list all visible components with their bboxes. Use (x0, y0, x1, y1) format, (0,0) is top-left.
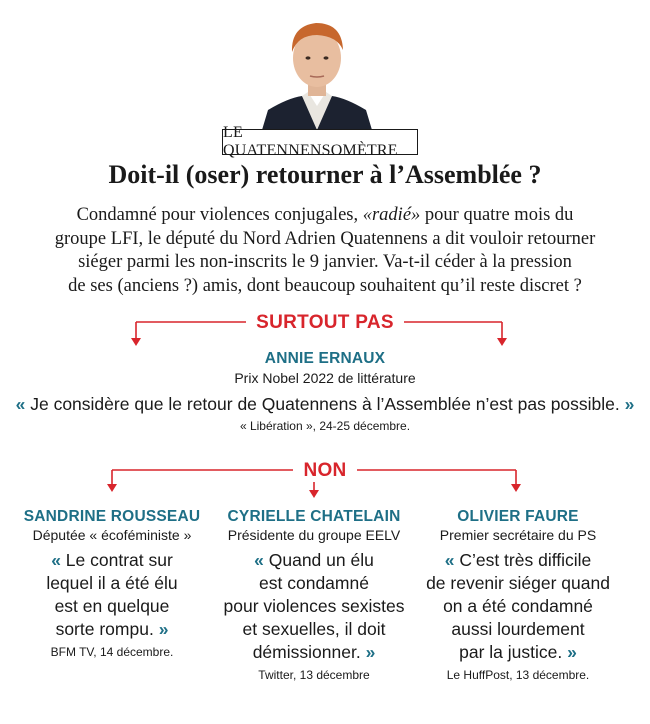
ernaux-name: ANNIE ERNAUX (264, 350, 386, 367)
ernaux-block (0, 350, 650, 433)
ernaux-role: Prix Nobel 2022 de littérature (234, 370, 416, 386)
intro-line-1: Condamné pour violences conjugales, «radié» pour quatre mois du (76, 205, 574, 225)
rousseau-name: SANDRINE ROUSSEAU (23, 508, 201, 525)
section-surtout-pas: SURTOUT PAS (0, 312, 650, 334)
intro-line-2: groupe LFI, le député du Nord Adrien Quatennens a dit vouloir retourner (54, 228, 596, 249)
section-non: NON (0, 460, 650, 482)
ernaux-quote: « Je considère que le retour de Quatennens à l’Assemblée n’est pas possible. » (15, 394, 635, 414)
chatelain-role: Présidente du groupe EELV (227, 527, 401, 543)
chatelain-block (214, 508, 414, 682)
ernaux-source: « Libération », 24-25 décembre. (239, 419, 411, 433)
rousseau-role: Députée « écoféministe » (32, 527, 192, 543)
faure-block (416, 508, 620, 682)
intro-line-3: siéger parmi les non-inscrits le 9 janvier. Va-t-il céder à la pression (78, 252, 572, 272)
rousseau-block (12, 508, 212, 659)
faure-name: OLIVIER FAURE (457, 508, 579, 525)
rousseau-source: BFM TV, 14 décembre. (50, 645, 174, 659)
headline: Doit-il (oser) retourner à l’Assemblée ? (108, 160, 542, 189)
faure-quote: « C’est très difficile de revenir siéger quand on a été condamné aussi lourdement par la justice. » (426, 550, 610, 662)
feature-label: LE QUATENNENSOMÈTRE (222, 129, 418, 155)
portrait-photo (258, 6, 376, 130)
intro-emphasis: «radié» (362, 205, 421, 225)
rousseau-quote: « Le contrat sur lequel il a été élu est en quelque sorte rompu. » (46, 550, 178, 639)
faure-source: Le HuffPost, 13 décembre. (446, 668, 590, 682)
chatelain-name: CYRIELLE CHATELAIN (227, 508, 401, 525)
chatelain-source: Twitter, 13 décembre (258, 668, 370, 682)
intro-line-4: de ses (anciens ?) amis, dont beaucoup souhaitent qu’il reste discret ? (68, 275, 582, 296)
faure-role: Premier secrétaire du PS (439, 527, 597, 543)
chatelain-quote: « Quand un élu est condamné pour violences sexistes et sexuelles, il doit démissionner. » (223, 550, 405, 662)
intro-paragraph (10, 204, 640, 298)
